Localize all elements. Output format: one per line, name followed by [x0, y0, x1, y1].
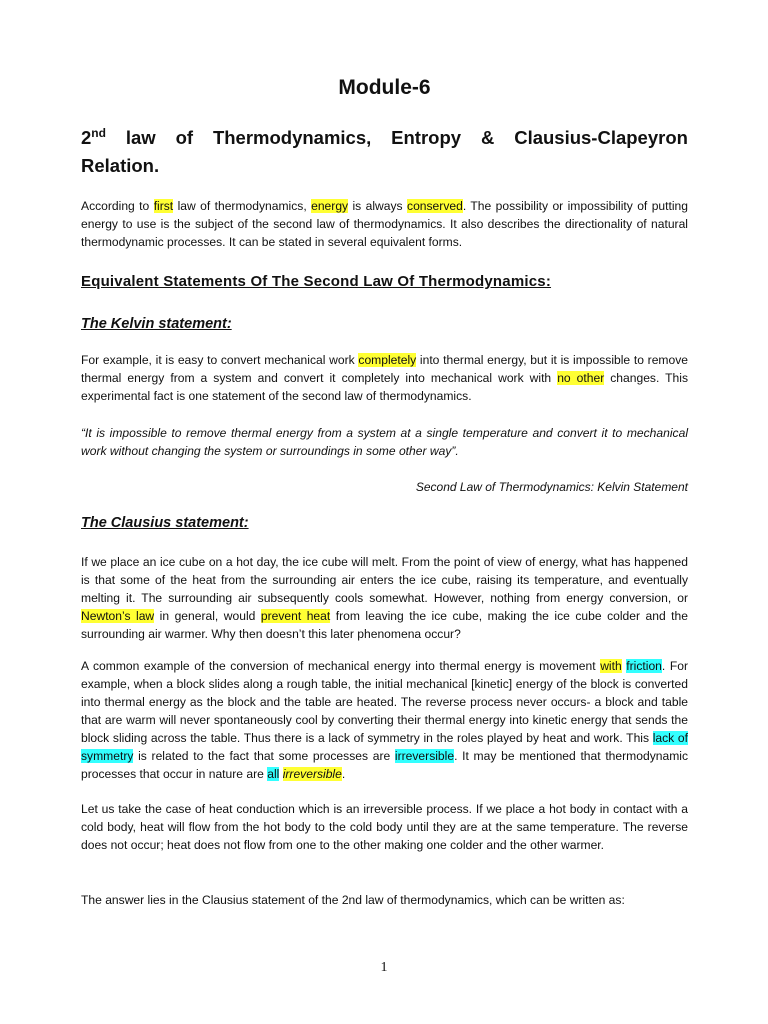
title-word: of: [175, 127, 194, 148]
title-word: Clausius-Clapeyron: [514, 127, 688, 148]
highlight: no other: [557, 371, 605, 385]
highlight: prevent heat: [260, 609, 331, 623]
clausius-paragraph-3: Let us take the case of heat conduction which is an irreversible process. If we place a hot body in contact with a cold body, heat will flow from the hot body to the cold body until they are at the same temperature. The reverse does not occur; heat does not flow from one to the other making one colder and the other warmer.: [81, 802, 688, 852]
highlight: all: [267, 767, 280, 781]
highlight: with: [600, 659, 622, 673]
kelvin-paragraph: For example, it is easy to convert mechanical work completely into thermal energy, but it is impossible to remove thermal energy from a system and convert it completely into mechanical work with no other changes. This experimental fact is one statement of the second law of thermodynamics.: [81, 353, 688, 403]
highlight: energy: [311, 199, 349, 213]
highlight: completely: [358, 353, 417, 367]
title-line-2: Relation.: [81, 155, 160, 176]
kelvin-caption: Second Law of Thermodynamics: Kelvin Statement: [415, 480, 688, 494]
clausius-heading: The Clausius statement:: [81, 515, 249, 531]
highlight: irreversible: [282, 767, 342, 781]
highlight: lack of symmetry: [81, 731, 688, 763]
highlight: friction: [626, 659, 662, 673]
title-line-1: [81, 124, 688, 152]
clausius-paragraph-1: If we place an ice cube on a hot day, the ice cube will melt. From the point of view of energy, what has happened is that some of the heat from the surrounding air enters the ice cube, raising its temperature, and eventually melting it. The surrounding air subsequently cools somewhat. However, nothing from energy conversion, or Newton’s law in general, would prevent heat from leaving the ice cube, making the ice cube colder and the surrounding air warmer. Why then doesn’t this later phenomena occur?: [81, 555, 688, 641]
document-title: [81, 124, 688, 180]
title-word: &: [480, 127, 495, 148]
highlight: Newton’s law: [81, 609, 155, 623]
clausius-paragraph-4: The answer lies in the Clausius statement of the 2nd law of thermodynamics, which can be written as:: [81, 893, 625, 907]
intro-paragraph: According to first law of thermodynamics, energy is always conserved. The possibility or impossibility of putting energy to use is the subject of the second law of thermodynamics. It also describes the directionality of natural thermodynamic processes. It can be stated in several equivalent forms.: [81, 199, 689, 249]
highlight: conserved: [407, 199, 463, 213]
highlight: irreversible: [394, 749, 455, 763]
kelvin-quote: “It is impossible to remove thermal energy from a system at a single temperature and convert it to mechanical work without changing the system or surroundings in some other way”.: [81, 426, 688, 458]
kelvin-heading: The Kelvin statement:: [81, 316, 232, 332]
page-number: 1: [380, 960, 388, 975]
title-ordinal: 2nd: [81, 125, 106, 148]
clausius-paragraph-2: A common example of the conversion of mechanical energy into thermal energy is movement with friction. For example, when a block slides along a rough table, the initial mechanical [kinetic] energy of the block is converted into thermal energy as the block and the table are heated. The reverse process never occurs- a block and table that are warm will never spontaneously cool by converting their thermal energy into kinetic energy that sends the block sliding across the table. Thus there is a lack of symmetry in the roles played by heat and work. This lack of symmetry is related to the fact that some processes are irreversible. It may be mentioned that thermodynamic processes that occur in nature are all irreversible.: [81, 659, 688, 781]
title-word: law: [125, 127, 156, 148]
section-heading: Equivalent Statements Of The Second Law Of Thermodynamics:: [81, 273, 552, 290]
module-title: Module-6: [338, 76, 431, 99]
title-word: Thermodynamics,: [212, 127, 372, 148]
title-word: Entropy: [391, 127, 462, 148]
highlight: first: [153, 199, 174, 213]
